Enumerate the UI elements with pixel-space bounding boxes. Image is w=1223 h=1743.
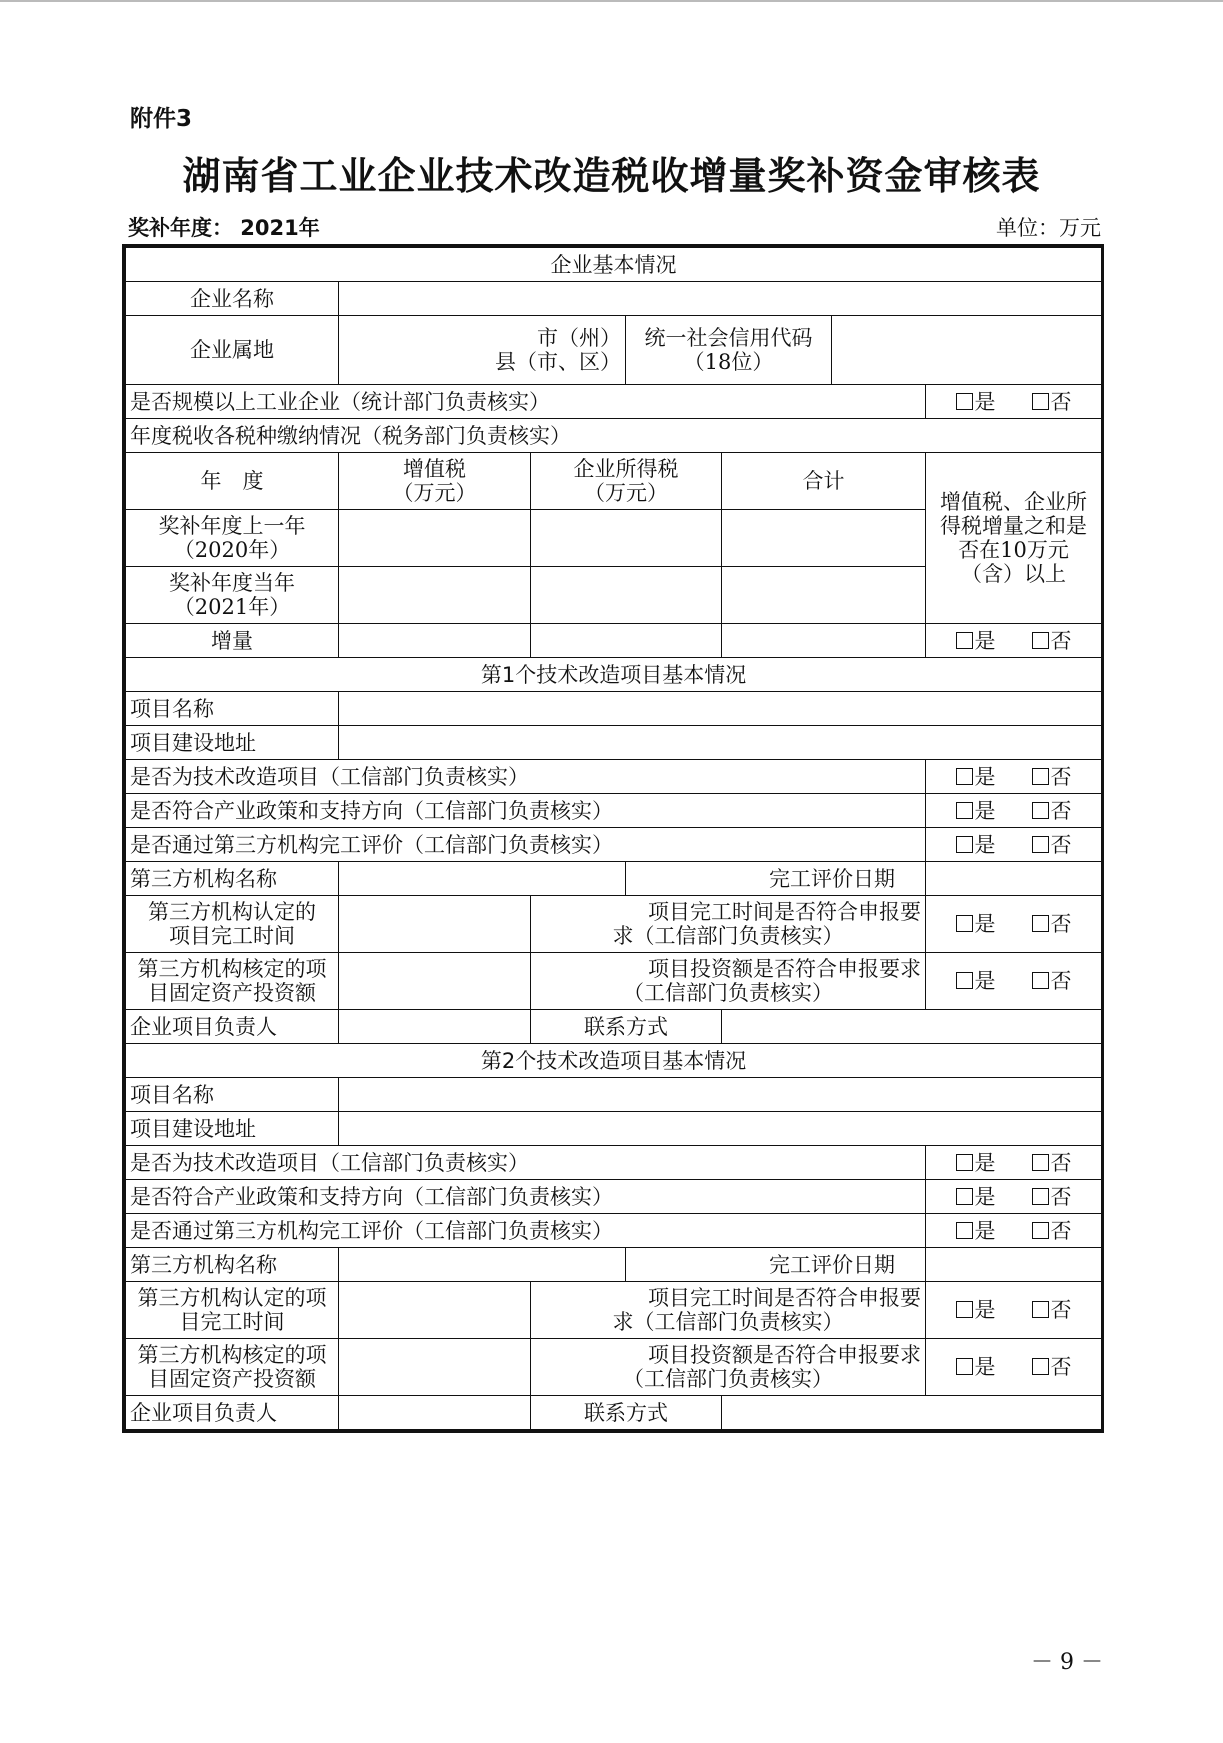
question-third-party-eval: 是否通过第三方机构完工评价（工信部门负责核实） bbox=[126, 828, 926, 862]
field-contact[interactable] bbox=[722, 1396, 1102, 1430]
field-company-location[interactable] bbox=[339, 316, 626, 385]
col-vat-line1: 增值税 bbox=[403, 457, 466, 481]
checkbox-no[interactable]: 否 bbox=[1032, 765, 1072, 789]
yn-increment bbox=[926, 624, 1102, 658]
label-contact: 联系方式 bbox=[531, 1396, 722, 1430]
checkbox-yes[interactable]: 是 bbox=[956, 1219, 996, 1243]
checkbox-no[interactable]: 否 bbox=[1032, 1298, 1072, 1322]
completion-line2: 项目完工时间 bbox=[169, 924, 295, 948]
credit-code-line2: （18位） bbox=[683, 350, 774, 374]
field-project-address[interactable] bbox=[339, 726, 1102, 760]
completion-q-line2: 求（工信部门负责核实） bbox=[612, 1310, 844, 1334]
col-cit-line1: 企业所得税 bbox=[573, 457, 679, 481]
field-inc-cit[interactable] bbox=[531, 624, 722, 658]
checkbox-no[interactable]: 否 bbox=[1032, 629, 1072, 653]
label-credit-code bbox=[626, 316, 832, 385]
label-investment bbox=[126, 953, 339, 1010]
page-number: － 9 － bbox=[1031, 1650, 1103, 1675]
completion-q-line1: 项目完工时间是否符合申报要 bbox=[648, 900, 921, 924]
attachment-label: 附件3 bbox=[130, 106, 193, 132]
field-eval-date[interactable] bbox=[926, 862, 1102, 896]
prev-year-line1: 奖补年度上一年 bbox=[158, 514, 306, 538]
question-policy: 是否符合产业政策和支持方向（工信部门负责核实） bbox=[126, 1180, 926, 1214]
judge-line4: （含）以上 bbox=[961, 562, 1067, 586]
checkbox-no[interactable]: 否 bbox=[1032, 1219, 1072, 1243]
col-vat bbox=[339, 453, 531, 510]
field-investment[interactable] bbox=[339, 953, 531, 1010]
field-cur-total[interactable] bbox=[722, 567, 926, 624]
yn-investment bbox=[926, 953, 1102, 1010]
label-investment bbox=[126, 1339, 339, 1396]
checkbox-no[interactable]: 否 bbox=[1032, 833, 1072, 857]
yn-tech-upgrade bbox=[926, 760, 1102, 794]
section-basic-title: 企业基本情况 bbox=[126, 248, 1102, 282]
field-company-name[interactable] bbox=[339, 282, 1102, 316]
yn-third-party-eval bbox=[926, 1214, 1102, 1248]
scan-edge bbox=[0, 0, 1223, 2]
question-completion-time bbox=[531, 1282, 926, 1339]
field-eval-date[interactable] bbox=[926, 1248, 1102, 1282]
invest-line2: 目固定资产投资额 bbox=[148, 981, 316, 1005]
judge-line2: 得税增量之和是 bbox=[940, 514, 1088, 538]
field-investment[interactable] bbox=[339, 1339, 531, 1396]
checkbox-yes[interactable]: 是 bbox=[956, 390, 996, 414]
cur-year-line2: （2021年） bbox=[173, 595, 291, 619]
row-prev-year bbox=[126, 510, 339, 567]
unit-label: 单位：万元 bbox=[996, 216, 1101, 240]
checkbox-yes[interactable]: 是 bbox=[956, 1151, 996, 1175]
completion-line2: 目完工时间 bbox=[179, 1310, 285, 1334]
question-scale: 是否规模以上工业企业（统计部门负责核实） bbox=[126, 385, 926, 419]
section-project1-title: 第1个技术改造项目基本情况 bbox=[126, 658, 1102, 692]
completion-line1: 第三方机构认定的 bbox=[148, 900, 316, 924]
row-cur-year bbox=[126, 567, 339, 624]
checkbox-yes[interactable]: 是 bbox=[956, 1185, 996, 1209]
invest-line1: 第三方机构核定的项 bbox=[137, 957, 327, 981]
label-contact: 联系方式 bbox=[531, 1010, 722, 1044]
county-label: 县（市、区） bbox=[495, 350, 621, 374]
yn-policy bbox=[926, 1180, 1102, 1214]
label-third-party-name: 第三方机构名称 bbox=[126, 1248, 339, 1282]
yn-policy bbox=[926, 794, 1102, 828]
yn-completion-time bbox=[926, 896, 1102, 953]
label-completion-time bbox=[126, 1282, 339, 1339]
page-title: 湖南省工业企业技术改造税收增量奖补资金审核表 bbox=[182, 154, 1041, 198]
checkbox-yes[interactable]: 是 bbox=[956, 1298, 996, 1322]
label-company-name: 企业名称 bbox=[126, 282, 339, 316]
question-tech-upgrade: 是否为技术改造项目（工信部门负责核实） bbox=[126, 1146, 926, 1180]
col-vat-line2: （万元） bbox=[392, 481, 477, 505]
field-project-name[interactable] bbox=[339, 1078, 1102, 1112]
label-eval-date: 完工评价日期 bbox=[626, 862, 926, 896]
checkbox-no[interactable]: 否 bbox=[1032, 969, 1072, 993]
label-project-address: 项目建设地址 bbox=[126, 1112, 339, 1146]
invest-q-line2: （工信部门负责核实） bbox=[623, 1367, 833, 1391]
invest-q-line2: （工信部门负责核实） bbox=[623, 981, 833, 1005]
label-project-leader: 企业项目负责人 bbox=[126, 1396, 339, 1430]
field-project-name[interactable] bbox=[339, 692, 1102, 726]
field-prev-cit[interactable] bbox=[531, 510, 722, 567]
invest-q-line1: 项目投资额是否符合申报要求 bbox=[648, 1343, 921, 1367]
col-year: 年 度 bbox=[126, 453, 339, 510]
city-label: 市（州） bbox=[537, 326, 621, 350]
checkbox-yes[interactable]: 是 bbox=[956, 969, 996, 993]
checkbox-no[interactable]: 否 bbox=[1032, 390, 1072, 414]
field-prev-vat[interactable] bbox=[339, 510, 531, 567]
credit-code-line1: 统一社会信用代码 bbox=[644, 326, 813, 350]
question-investment bbox=[531, 1339, 926, 1396]
field-third-party-name[interactable] bbox=[339, 1248, 626, 1282]
checkbox-yes[interactable]: 是 bbox=[956, 799, 996, 823]
field-contact[interactable] bbox=[722, 1010, 1102, 1044]
label-project-name: 项目名称 bbox=[126, 1078, 339, 1112]
checkbox-no[interactable]: 否 bbox=[1032, 799, 1072, 823]
field-project-leader[interactable] bbox=[339, 1010, 531, 1044]
yn-scale bbox=[926, 385, 1102, 419]
invest-line1: 第三方机构核定的项 bbox=[137, 1343, 327, 1367]
review-form bbox=[122, 244, 1104, 1433]
yn-third-party-eval bbox=[926, 828, 1102, 862]
yn-investment bbox=[926, 1339, 1102, 1396]
section-project2-title: 第2个技术改造项目基本情况 bbox=[126, 1044, 1102, 1078]
row-increment: 增量 bbox=[126, 624, 339, 658]
checkbox-yes[interactable]: 是 bbox=[956, 765, 996, 789]
completion-line1: 第三方机构认定的项 bbox=[137, 1286, 327, 1310]
field-completion-time[interactable] bbox=[339, 1282, 531, 1339]
completion-q-line2: 求（工信部门负责核实） bbox=[612, 924, 844, 948]
col-total: 合计 bbox=[722, 453, 926, 510]
field-prev-total[interactable] bbox=[722, 510, 926, 567]
checkbox-no[interactable]: 否 bbox=[1032, 1355, 1072, 1379]
field-credit-code[interactable] bbox=[832, 316, 1102, 385]
question-third-party-eval: 是否通过第三方机构完工评价（工信部门负责核实） bbox=[126, 1214, 926, 1248]
checkbox-no[interactable]: 否 bbox=[1032, 912, 1072, 936]
field-project-leader[interactable] bbox=[339, 1396, 531, 1430]
prev-year-line2: （2020年） bbox=[173, 538, 291, 562]
col-cit-line2: （万元） bbox=[584, 481, 668, 505]
field-project-address[interactable] bbox=[339, 1112, 1102, 1146]
field-inc-vat[interactable] bbox=[339, 624, 531, 658]
review-table bbox=[125, 247, 1102, 1430]
judge-increment bbox=[926, 453, 1102, 624]
label-eval-date: 完工评价日期 bbox=[626, 1248, 926, 1282]
checkbox-yes[interactable]: 是 bbox=[956, 833, 996, 857]
question-policy: 是否符合产业政策和支持方向（工信部门负责核实） bbox=[126, 794, 926, 828]
question-completion-time bbox=[531, 896, 926, 953]
judge-line1: 增值税、企业所 bbox=[940, 490, 1088, 514]
field-inc-total[interactable] bbox=[722, 624, 926, 658]
field-third-party-name[interactable] bbox=[339, 862, 626, 896]
invest-q-line1: 项目投资额是否符合申报要求 bbox=[648, 957, 921, 981]
label-third-party-name: 第三方机构名称 bbox=[126, 862, 339, 896]
field-completion-time[interactable] bbox=[339, 896, 531, 953]
yn-tech-upgrade bbox=[926, 1146, 1102, 1180]
question-investment bbox=[531, 953, 926, 1010]
checkbox-no[interactable]: 否 bbox=[1032, 1151, 1072, 1175]
label-project-leader: 企业项目负责人 bbox=[126, 1010, 339, 1044]
judge-line3: 否在10万元 bbox=[958, 538, 1069, 562]
label-company-location: 企业属地 bbox=[126, 316, 339, 385]
checkbox-yes[interactable]: 是 bbox=[956, 912, 996, 936]
question-tech-upgrade: 是否为技术改造项目（工信部门负责核实） bbox=[126, 760, 926, 794]
completion-q-line1: 项目完工时间是否符合申报要 bbox=[648, 1286, 921, 1310]
award-year: 奖补年度： 2021年 bbox=[128, 216, 320, 240]
yn-completion-time bbox=[926, 1282, 1102, 1339]
field-cur-cit[interactable] bbox=[531, 567, 722, 624]
checkbox-yes[interactable]: 是 bbox=[956, 629, 996, 653]
label-project-name: 项目名称 bbox=[126, 692, 339, 726]
col-cit bbox=[531, 453, 722, 510]
label-project-address: 项目建设地址 bbox=[126, 726, 339, 760]
cur-year-line1: 奖补年度当年 bbox=[169, 571, 295, 595]
invest-line2: 目固定资产投资额 bbox=[148, 1367, 316, 1391]
label-tax-status: 年度税收各税种缴纳情况（税务部门负责核实） bbox=[126, 419, 1102, 453]
label-completion-time bbox=[126, 896, 339, 953]
checkbox-yes[interactable]: 是 bbox=[956, 1355, 996, 1379]
field-cur-vat[interactable] bbox=[339, 567, 531, 624]
checkbox-no[interactable]: 否 bbox=[1032, 1185, 1072, 1209]
